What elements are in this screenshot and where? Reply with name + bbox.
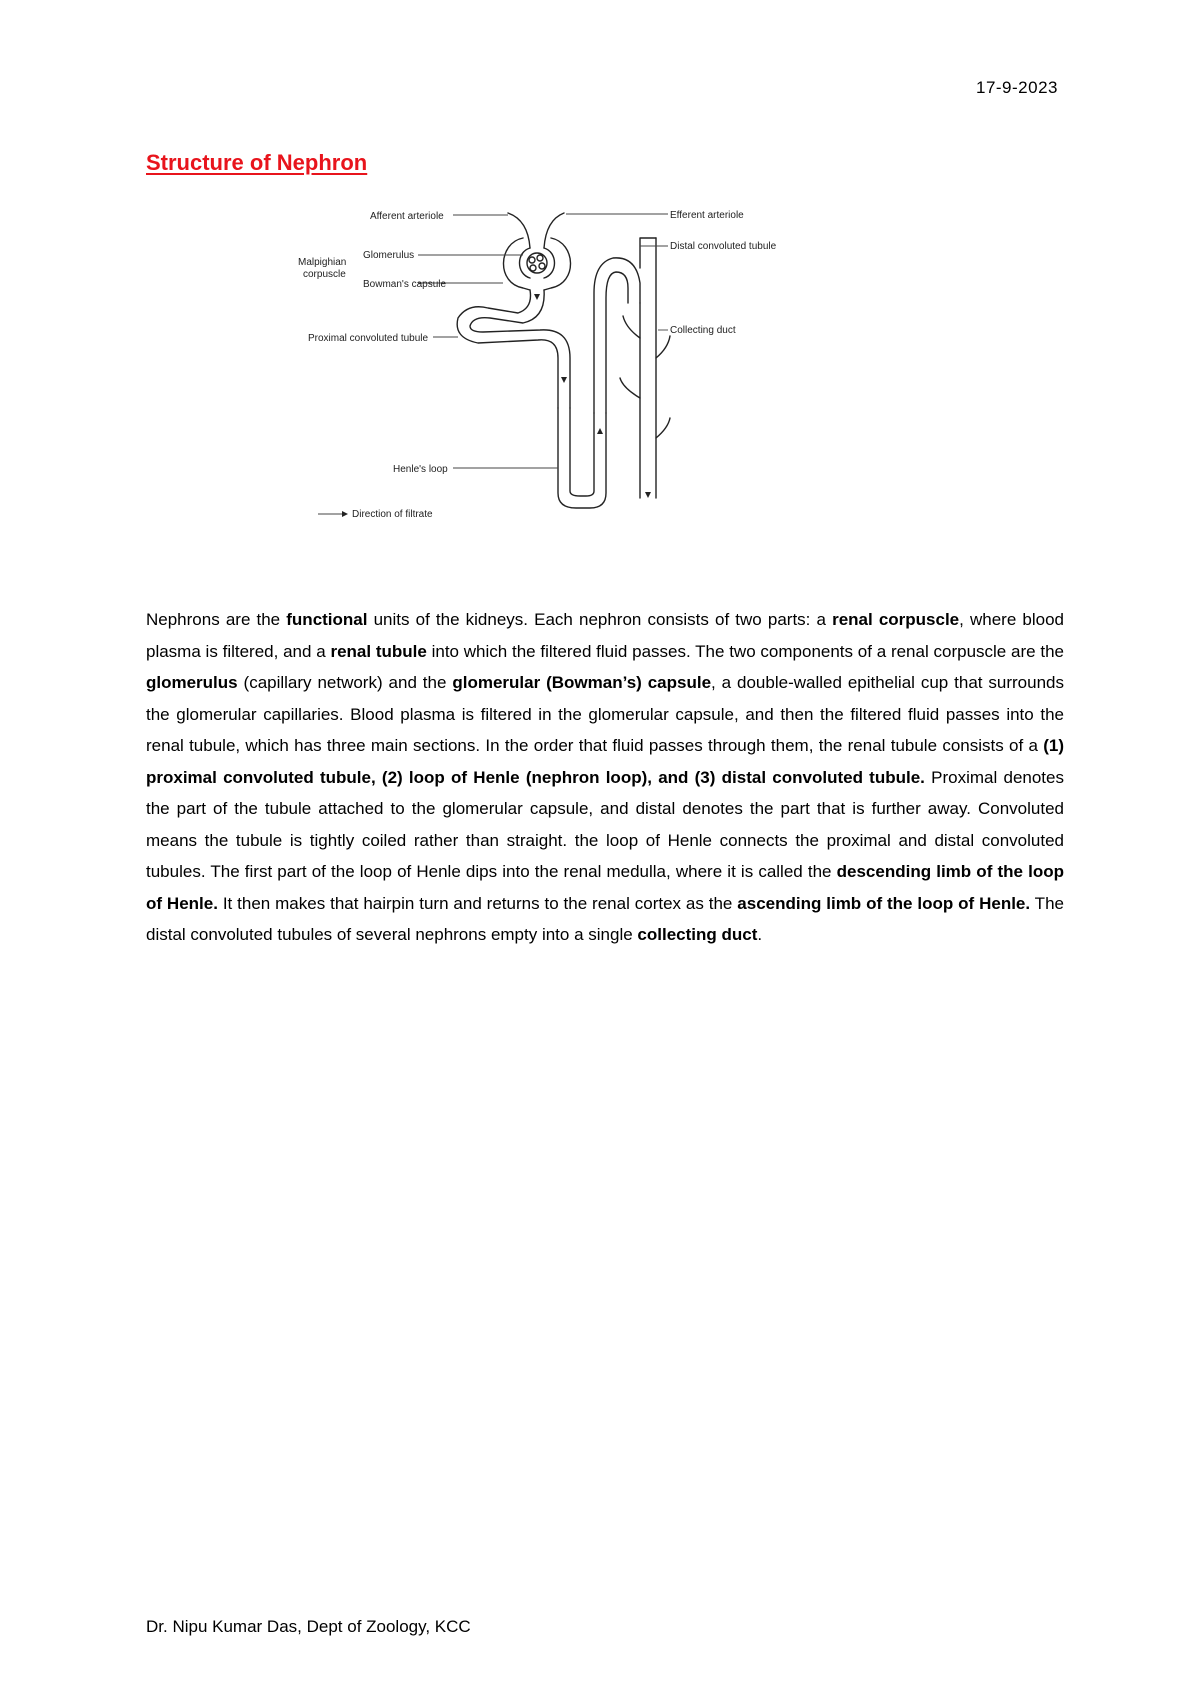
- body-paragraph: Nephrons are the functional units of the kidneys. Each nephron consists of two parts: a renal corpuscle, where blood plasma is filtered, and a renal tubule into which the filtered fluid passes. The two components of a renal corpuscle are the glomerulus (capillary network) and the glomerular (Bowman’s) capsule, a double-walled epithelial cup that surrounds the glomerular capillaries. Blood plasma is filtered in the glomerular capsule, and then the filtered fluid passes into the renal tubule, which has three main sections. In the order that fluid passes through them, the renal tubule consists of a (1) proximal convoluted tubule, (2) loop of Henle (nephron loop), and (3) distal convoluted tubule. Proximal denotes the part of the tubule attached to the glomerular capsule, and distal denotes the part that is further away. Convoluted means the tubule is tightly coiled rather than straight. the loop of Henle connects the proximal and distal convoluted tubules. The first part of the loop of Henle dips into the renal medulla, where it is called the descending limb of the loop of Henle. It then makes that hairpin turn and returns to the renal cortex as the ascending limb of the loop of Henle. The distal convoluted tubules of several nephrons empty into a single collecting duct.: [146, 610, 1064, 944]
- pct-shape: [457, 290, 558, 408]
- collecting-duct-shape: [640, 238, 656, 498]
- page-title: Structure of Nephron: [146, 150, 368, 175]
- label-collecting-duct: Collecting duct: [670, 325, 736, 336]
- label-efferent-arteriole: Efferent arteriole: [670, 210, 744, 221]
- glomerulus-shape: [527, 253, 547, 273]
- page-date: 17-9-2023: [975, 78, 1058, 97]
- page-footer: Dr. Nipu Kumar Das, Dept of Zoology, KCC: [146, 1617, 471, 1636]
- henle-descending-limb: [558, 408, 606, 508]
- nephron-diagram: [298, 208, 878, 578]
- label-proximal-convoluted-tubule: Proximal convoluted tubule: [308, 333, 429, 344]
- label-bowman-capsule: Bowman's capsule: [363, 279, 447, 290]
- henle-ascending-limb: [594, 258, 640, 413]
- label-distal-convoluted-tubule: Distal convoluted tubule: [670, 241, 777, 252]
- label-corpuscle: corpuscle: [303, 269, 346, 280]
- label-afferent-arteriole: Afferent arteriole: [370, 211, 444, 222]
- afferent-arteriole-shape: [508, 213, 530, 248]
- label-glomerulus: Glomerulus: [363, 250, 415, 261]
- label-henles-loop: Henle's loop: [393, 464, 448, 475]
- bowman-capsule-shape: [503, 238, 570, 290]
- label-malpighian: Malpighian: [298, 257, 347, 268]
- label-direction-of-filtrate: Direction of filtrate: [352, 509, 433, 520]
